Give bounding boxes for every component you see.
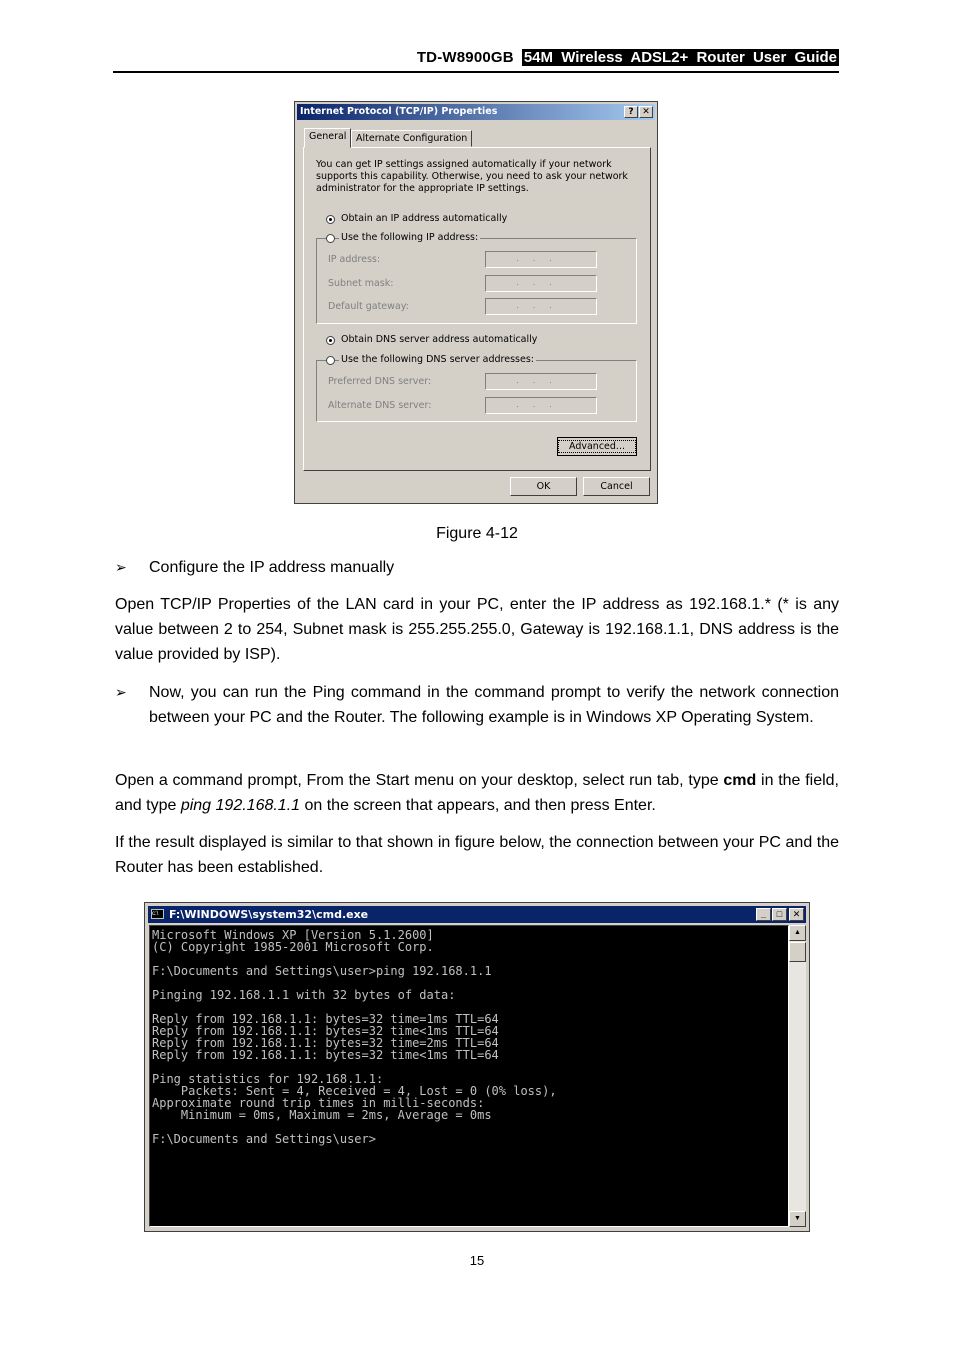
close-button[interactable]: ✕ [639,106,653,118]
minimize-button[interactable]: _ [756,908,771,921]
cmd-keyword: cmd [723,772,757,789]
default-gateway-field[interactable]: ... [485,298,597,315]
bullet-arrow-icon: ➢ [115,684,127,700]
use-dns-radio[interactable] [326,356,335,365]
subnet-mask-field[interactable]: ... [485,275,597,292]
tab-general[interactable]: General [304,128,351,148]
alternate-dns-label: Alternate DNS server: [328,400,432,411]
bullet-ping-command: Now, you can run the Ping command in the command prompt to verify the network connection between your PC and the Router. The following example is in Windows XP Operating System. [149,684,839,726]
para-text: Open a command prompt, From the Start menu on your desktop, select run tab, type [115,772,724,789]
cmd-output: Microsoft Windows XP [Version 5.1.2600] (C) Copyright 1985-2001 Microsoft Corp. F:\Documents and Settings\user>ping 192.168.1.1 Pinging 192.168.1.1 with 32 bytes of data: Reply from 192.168.1.1: bytes=32 time=1ms TTL=64 Reply from 192.168.1.1: bytes=32 time<1ms TTL=64 Reply from 192.168.1.1: bytes=32 time=2ms TTL=64 Reply from 192.168.1.1: bytes=32 time<1ms TTL=64 Ping statistics for 192.168.1.1: Packets: Sent = 4, Received = 4, Lost = 0 (0% loss), Approximate round trip times in milli-seconds: Minimum = 0ms, Maximum = 2ms, Average = 0ms F:\Documents and Settings\user> [152,928,557,1146]
tcpip-properties-dialog [294,101,658,504]
para-text: in the field, and type [115,772,839,814]
scroll-thumb[interactable] [789,942,806,962]
use-ip-radio[interactable] [326,234,335,243]
dialog-titlebar [297,104,655,120]
advanced-button-label: Advanced... [558,440,636,453]
preferred-dns-field[interactable]: ... [485,373,597,390]
ip-address-field[interactable]: ... [485,251,597,268]
ping-command-text: ping 192.168.1.1 [180,797,301,814]
maximize-button[interactable]: □ [772,908,787,921]
obtain-dns-radio[interactable] [326,336,335,345]
intro-text: You can get IP settings assigned automatically if your network supports this capability. Otherwise, you need to ask your network administrator for the appropriate IP settings. [316,159,628,194]
alternate-dns-field[interactable]: ... [485,397,597,414]
page-header [113,49,839,73]
ip-address-label: IP address: [328,254,381,265]
paragraph-result: If the result displayed is similar to that shown in figure below, the connection between your PC and the Router has been established. [115,834,839,876]
dialog-title: Internet Protocol (TCP/IP) Properties [300,106,498,117]
subnet-mask-label: Subnet mask: [328,278,394,289]
obtain-dns-label: Obtain DNS server address automatically [341,334,538,345]
default-gateway-label: Default gateway: [328,301,409,312]
cmd-titlebar [148,906,806,923]
cmd-window [144,902,810,1232]
paragraph-open-cmd [115,768,839,818]
para-text: on the screen that appears, and then press Enter. [300,797,656,814]
paragraph-tcpip: Open TCP/IP Properties of the LAN card in your PC, enter the IP address as 192.168.1.* (* is any value between 2 to 254, Subnet mask is 255.255.255.0, Gateway is 192.168.1.1, DNS address is the value provided by ISP). [115,596,839,663]
figure-caption: Figure 4-12 [436,525,518,542]
cmd-icon: c:\ [151,909,164,919]
bullet-arrow-icon: ➢ [115,559,127,575]
vertical-scrollbar[interactable] [789,925,806,1227]
obtain-ip-label: Obtain an IP address automatically [341,213,508,224]
obtain-ip-radio[interactable] [326,215,335,224]
preferred-dns-label: Preferred DNS server: [328,376,432,387]
ok-button[interactable]: OK [510,477,577,496]
help-button[interactable]: ? [624,106,638,118]
cmd-title: F:\WINDOWS\system32\cmd.exe [169,908,369,921]
page-number: 15 [469,1253,485,1268]
cmd-close-button[interactable]: ✕ [789,908,804,921]
header-title: 54M Wireless ADSL2+ Router User Guide [523,49,837,66]
use-dns-label: Use the following DNS server addresses: [341,354,534,365]
bullet-configure-ip: Configure the IP address manually [149,559,395,576]
tab-alternate-configuration[interactable]: Alternate Configuration [351,130,472,147]
scroll-up-button[interactable]: ▲ [789,925,806,941]
header-model: TD-W8900GB [416,49,514,66]
cmd-screen[interactable] [149,925,789,1227]
use-ip-label: Use the following IP address: [341,232,479,243]
scroll-down-button[interactable]: ▼ [789,1211,806,1227]
advanced-button[interactable] [557,437,637,456]
cancel-button[interactable]: Cancel [583,477,650,496]
